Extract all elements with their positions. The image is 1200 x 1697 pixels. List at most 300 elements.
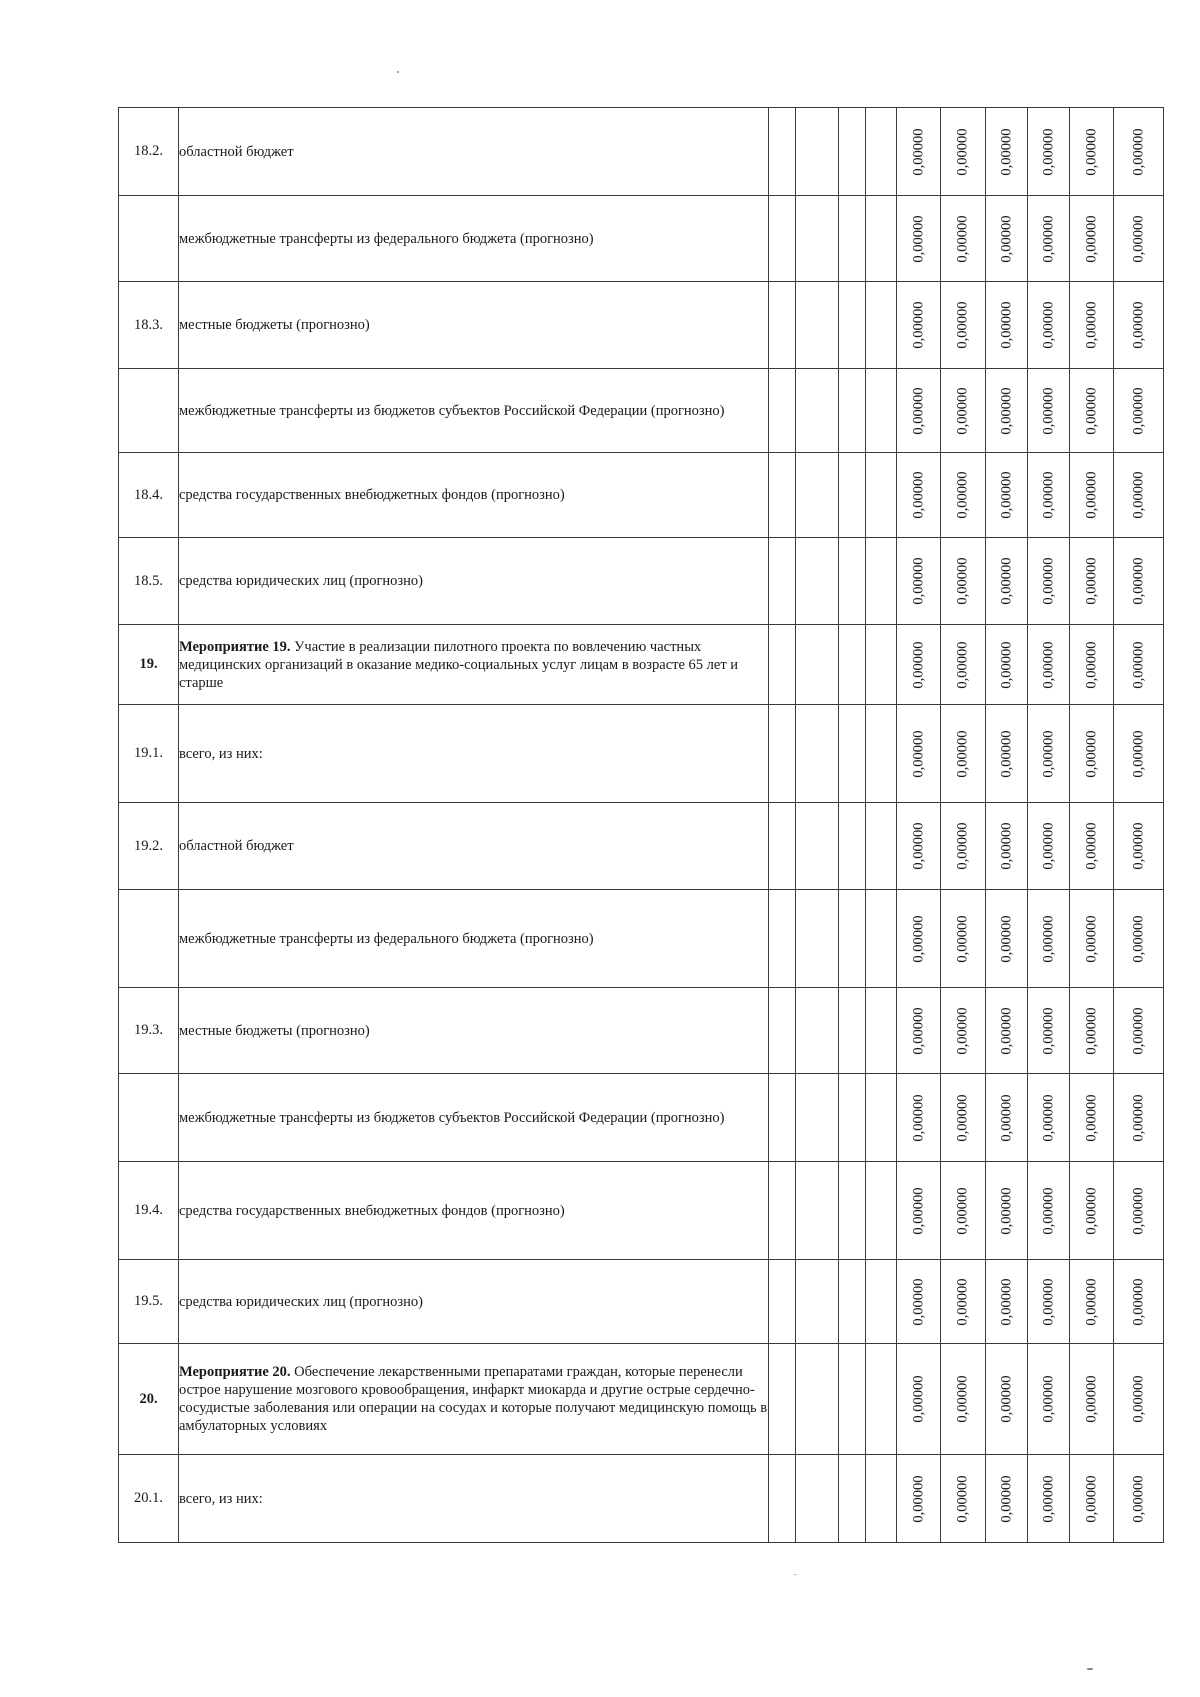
value-text: 0,00000 [910, 471, 926, 519]
table-row [119, 282, 1164, 369]
value-text: 0,00000 [1040, 1186, 1056, 1235]
empty-cell [839, 1074, 866, 1162]
scan-speck [794, 1574, 796, 1575]
value-text: 0,00000 [954, 214, 971, 263]
empty-cell [866, 1260, 897, 1344]
value-text: 0,00000 [1130, 729, 1146, 778]
empty-cell [769, 453, 796, 538]
value-text: 0,00000 [1040, 386, 1056, 435]
value-text: 0,00000 [910, 301, 926, 349]
value-cell [941, 1344, 986, 1455]
value-cell [941, 1455, 986, 1543]
empty-cell [796, 625, 839, 705]
empty-cell [796, 1344, 839, 1455]
value-text: 0,00000 [1083, 301, 1099, 349]
empty-cell [866, 1162, 897, 1260]
value-text: 0,00000 [1040, 1093, 1056, 1142]
empty-cell [796, 1455, 839, 1543]
value-cell [1070, 108, 1114, 196]
value-cell [1028, 538, 1070, 625]
scan-speck [397, 71, 399, 73]
table-row [119, 196, 1164, 282]
value-text: 0,00000 [1040, 822, 1056, 870]
value-text: 0,00000 [1083, 1375, 1099, 1423]
empty-cell [866, 196, 897, 282]
activity-title: Мероприятие 19. [179, 638, 291, 655]
empty-cell [769, 890, 796, 988]
table-row [119, 538, 1164, 625]
value-text: 0,00000 [1083, 557, 1099, 605]
value-text: 0,00000 [910, 1093, 926, 1142]
row-number [119, 1074, 179, 1162]
value-cell [986, 453, 1028, 538]
row-number: 18.5. [119, 538, 179, 625]
value-cell [941, 369, 986, 453]
value-cell [1028, 988, 1070, 1074]
value-text: 0,00000 [1083, 914, 1099, 963]
description-text: межбюджетные трансферты из федерального бюджета (прогнозно) [179, 230, 594, 247]
row-number: 19.4. [119, 1162, 179, 1260]
row-description [179, 1162, 769, 1260]
table-body [119, 108, 1164, 1543]
value-text: 0,00000 [1083, 471, 1099, 519]
empty-cell [769, 1455, 796, 1543]
empty-cell [839, 369, 866, 453]
empty-cell [866, 1344, 897, 1455]
description-text: средства юридических лиц (прогнозно) [179, 1293, 423, 1310]
value-text: 0,00000 [1083, 822, 1099, 870]
row-number: 19. [119, 625, 179, 705]
value-cell [1028, 705, 1070, 803]
value-text: 0,00000 [1130, 914, 1146, 963]
value-text: 0,00000 [954, 127, 971, 176]
value-cell [986, 282, 1028, 369]
value-text: 0,00000 [954, 386, 971, 435]
value-text: 0,00000 [1040, 640, 1056, 689]
value-text: 0,00000 [954, 471, 971, 519]
empty-cell [796, 453, 839, 538]
value-text: 0,00000 [954, 1375, 971, 1423]
value-cell [897, 196, 941, 282]
description-text: Обеспечение лекарственными препаратами граждан, которые перенесли острое нарушение мозгового кровообращения, инфаркт миокарда и другие острые сердечно-сосудистые заболевания или операции на сосудах и которые получают медицинскую помощь в амбулаторных условиях [179, 1364, 768, 1434]
value-text: 0,00000 [1130, 214, 1146, 263]
budget-table [118, 107, 1164, 1543]
value-cell [986, 705, 1028, 803]
value-text: 0,00000 [1130, 557, 1146, 605]
value-cell [941, 453, 986, 538]
value-text: 0,00000 [910, 1186, 926, 1235]
empty-cell [769, 108, 796, 196]
value-text: 0,00000 [1130, 471, 1146, 519]
table-row [119, 705, 1164, 803]
value-cell [1028, 369, 1070, 453]
empty-cell [796, 1260, 839, 1344]
row-description [179, 453, 769, 538]
row-description [179, 803, 769, 890]
value-text: 0,00000 [1130, 1474, 1146, 1523]
value-text: 0,00000 [954, 1474, 971, 1523]
empty-cell [866, 369, 897, 453]
table-row [119, 625, 1164, 705]
value-cell [941, 988, 986, 1074]
value-cell [1070, 196, 1114, 282]
value-text: 0,00000 [1083, 214, 1099, 263]
value-text: 0,00000 [1040, 914, 1056, 963]
value-cell [1114, 369, 1164, 453]
value-text: 0,00000 [998, 1006, 1014, 1055]
value-cell [897, 1260, 941, 1344]
row-description [179, 369, 769, 453]
empty-cell [839, 282, 866, 369]
value-cell [1114, 890, 1164, 988]
empty-cell [796, 890, 839, 988]
value-cell [1028, 803, 1070, 890]
table-row [119, 108, 1164, 196]
value-cell [986, 1162, 1028, 1260]
row-description [179, 1260, 769, 1344]
value-cell [1028, 1455, 1070, 1543]
value-cell [1070, 538, 1114, 625]
value-cell [941, 1074, 986, 1162]
table-row [119, 1162, 1164, 1260]
value-cell [986, 538, 1028, 625]
value-text: 0,00000 [1083, 1006, 1099, 1055]
description-text: местные бюджеты (прогнозно) [179, 317, 370, 333]
empty-cell [866, 890, 897, 988]
empty-cell [796, 1162, 839, 1260]
value-cell [1028, 1162, 1070, 1260]
value-cell [941, 108, 986, 196]
value-cell [1070, 282, 1114, 369]
value-text: 0,00000 [910, 729, 926, 778]
description-text: Участие в реализации пилотного проекта по вовлечению частных медицинских организаций в оказание медико-социальных услуг лицам в возрасте 65 лет и старше [179, 638, 739, 691]
row-number: 18.4. [119, 453, 179, 538]
row-description [179, 108, 769, 196]
empty-cell [866, 803, 897, 890]
value-text: 0,00000 [910, 557, 926, 605]
empty-cell [769, 1344, 796, 1455]
value-cell [986, 1344, 1028, 1455]
row-number [119, 196, 179, 282]
empty-cell [769, 1162, 796, 1260]
value-cell [1114, 1162, 1164, 1260]
value-text: 0,00000 [998, 127, 1014, 176]
value-text: 0,00000 [998, 822, 1014, 870]
row-number: 19.5. [119, 1260, 179, 1344]
value-cell [1028, 196, 1070, 282]
value-cell [1114, 705, 1164, 803]
row-number: 19.2. [119, 803, 179, 890]
empty-cell [866, 988, 897, 1074]
value-cell [1114, 282, 1164, 369]
value-cell [986, 625, 1028, 705]
value-text: 0,00000 [910, 214, 926, 263]
scan-speck [1087, 1668, 1093, 1670]
empty-cell [866, 453, 897, 538]
empty-cell [839, 1260, 866, 1344]
value-cell [897, 369, 941, 453]
value-cell [1114, 538, 1164, 625]
description-text: средства государственных внебюджетных фондов (прогнозно) [179, 487, 565, 503]
value-text: 0,00000 [998, 471, 1014, 519]
value-cell [1070, 1344, 1114, 1455]
value-cell [1114, 988, 1164, 1074]
row-description [179, 196, 769, 282]
value-cell [941, 890, 986, 988]
empty-cell [866, 1074, 897, 1162]
value-cell [1070, 369, 1114, 453]
value-cell [941, 803, 986, 890]
value-text: 0,00000 [1040, 127, 1056, 176]
empty-cell [839, 538, 866, 625]
value-text: 0,00000 [910, 640, 926, 689]
empty-cell [769, 705, 796, 803]
value-text: 0,00000 [954, 640, 971, 689]
empty-cell [866, 705, 897, 803]
empty-cell [769, 803, 796, 890]
table-row [119, 453, 1164, 538]
value-cell [1070, 890, 1114, 988]
value-text: 0,00000 [1040, 1277, 1056, 1326]
value-text: 0,00000 [1130, 1186, 1146, 1235]
value-cell [986, 196, 1028, 282]
value-cell [1070, 1074, 1114, 1162]
row-number: 18.3. [119, 282, 179, 369]
row-number [119, 890, 179, 988]
row-description [179, 538, 769, 625]
table-row [119, 803, 1164, 890]
value-cell [1114, 1344, 1164, 1455]
value-text: 0,00000 [910, 822, 926, 870]
row-description [179, 988, 769, 1074]
value-text: 0,00000 [910, 1277, 926, 1326]
value-cell [1070, 988, 1114, 1074]
row-number: 19.3. [119, 988, 179, 1074]
empty-cell [839, 453, 866, 538]
value-cell [986, 1260, 1028, 1344]
row-description [179, 1074, 769, 1162]
empty-cell [796, 803, 839, 890]
row-description [179, 890, 769, 988]
row-description [179, 1344, 769, 1455]
value-text: 0,00000 [998, 386, 1014, 435]
empty-cell [769, 988, 796, 1074]
empty-cell [839, 196, 866, 282]
value-text: 0,00000 [954, 729, 971, 778]
value-cell [1070, 1162, 1114, 1260]
value-cell [1114, 1455, 1164, 1543]
value-text: 0,00000 [998, 1474, 1014, 1523]
value-cell [941, 1162, 986, 1260]
empty-cell [866, 538, 897, 625]
value-cell [1028, 108, 1070, 196]
value-cell [1114, 1074, 1164, 1162]
empty-cell [769, 282, 796, 369]
value-text: 0,00000 [1083, 1277, 1099, 1326]
empty-cell [769, 196, 796, 282]
table-row [119, 1344, 1164, 1455]
value-cell [897, 803, 941, 890]
value-text: 0,00000 [998, 640, 1014, 689]
value-cell [1070, 705, 1114, 803]
value-cell [1070, 625, 1114, 705]
empty-cell [839, 705, 866, 803]
value-cell [1028, 890, 1070, 988]
value-text: 0,00000 [1040, 301, 1056, 349]
value-text: 0,00000 [998, 1375, 1014, 1423]
value-text: 0,00000 [954, 1277, 971, 1326]
description-text: межбюджетные трансферты из федерального бюджета (прогнозно) [179, 930, 594, 947]
empty-cell [839, 1344, 866, 1455]
table-row [119, 988, 1164, 1074]
value-cell [897, 988, 941, 1074]
value-cell [941, 705, 986, 803]
value-text: 0,00000 [998, 214, 1014, 263]
description-text: областной бюджет [179, 838, 294, 854]
value-cell [1070, 1260, 1114, 1344]
empty-cell [866, 1455, 897, 1543]
description-text: всего, из них: [179, 1490, 263, 1507]
value-cell [1028, 282, 1070, 369]
value-text: 0,00000 [1083, 386, 1099, 435]
value-cell [1070, 803, 1114, 890]
value-text: 0,00000 [1040, 1474, 1056, 1523]
value-text: 0,00000 [1130, 1375, 1146, 1423]
value-cell [897, 1162, 941, 1260]
empty-cell [866, 282, 897, 369]
value-text: 0,00000 [910, 914, 926, 963]
value-cell [941, 1260, 986, 1344]
empty-cell [769, 538, 796, 625]
value-text: 0,00000 [1040, 1375, 1056, 1423]
description-text: межбюджетные трансферты из бюджетов субъектов Российской Федерации (прогнозно) [179, 402, 725, 419]
row-description [179, 1455, 769, 1543]
value-cell [986, 369, 1028, 453]
value-text: 0,00000 [1040, 1006, 1056, 1055]
value-text: 0,00000 [954, 301, 971, 349]
value-cell [897, 282, 941, 369]
empty-cell [796, 196, 839, 282]
value-text: 0,00000 [1083, 1474, 1099, 1523]
row-number: 19.1. [119, 705, 179, 803]
value-cell [986, 803, 1028, 890]
value-cell [986, 988, 1028, 1074]
table-row [119, 1074, 1164, 1162]
value-text: 0,00000 [998, 914, 1014, 963]
value-cell [897, 453, 941, 538]
value-text: 0,00000 [954, 557, 971, 605]
value-cell [941, 625, 986, 705]
value-cell [1028, 1074, 1070, 1162]
row-description [179, 625, 769, 705]
value-text: 0,00000 [998, 557, 1014, 605]
value-text: 0,00000 [954, 1093, 971, 1142]
empty-cell [769, 369, 796, 453]
value-cell [897, 705, 941, 803]
value-text: 0,00000 [910, 127, 926, 176]
value-text: 0,00000 [1130, 386, 1146, 435]
value-cell [1070, 453, 1114, 538]
row-number: 20.1. [119, 1455, 179, 1543]
description-text: областной бюджет [179, 143, 294, 160]
empty-cell [769, 625, 796, 705]
value-cell [897, 538, 941, 625]
empty-cell [796, 282, 839, 369]
value-text: 0,00000 [1083, 1093, 1099, 1142]
value-cell [1028, 453, 1070, 538]
empty-cell [796, 1074, 839, 1162]
value-text: 0,00000 [998, 1093, 1014, 1142]
value-text: 0,00000 [1130, 127, 1146, 176]
empty-cell [839, 108, 866, 196]
value-cell [1114, 625, 1164, 705]
value-cell [1114, 108, 1164, 196]
table-row [119, 890, 1164, 988]
value-text: 0,00000 [954, 1006, 971, 1055]
value-cell [1114, 1260, 1164, 1344]
value-text: 0,00000 [954, 914, 971, 963]
value-cell [897, 890, 941, 988]
empty-cell [796, 988, 839, 1074]
description-text: межбюджетные трансферты из бюджетов субъектов Российской Федерации (прогнозно) [179, 1109, 725, 1126]
value-cell [1028, 1344, 1070, 1455]
empty-cell [769, 1074, 796, 1162]
value-text: 0,00000 [1130, 1277, 1146, 1326]
value-cell [986, 890, 1028, 988]
table-row [119, 1455, 1164, 1543]
description-text: местные бюджеты (прогнозно) [179, 1022, 370, 1039]
activity-title: Мероприятие 20. [179, 1364, 291, 1380]
value-text: 0,00000 [910, 1375, 926, 1423]
value-cell [1114, 803, 1164, 890]
row-description [179, 705, 769, 803]
description-text: всего, из них: [179, 745, 263, 762]
value-cell [986, 1074, 1028, 1162]
value-text: 0,00000 [1130, 301, 1146, 349]
empty-cell [866, 625, 897, 705]
value-cell [1114, 196, 1164, 282]
value-text: 0,00000 [910, 386, 926, 435]
empty-cell [839, 1455, 866, 1543]
value-text: 0,00000 [998, 729, 1014, 778]
empty-cell [839, 988, 866, 1074]
value-cell [897, 108, 941, 196]
value-text: 0,00000 [998, 301, 1014, 349]
empty-cell [866, 108, 897, 196]
value-text: 0,00000 [954, 1186, 971, 1235]
empty-cell [839, 890, 866, 988]
description-text: средства юридических лиц (прогнозно) [179, 573, 423, 589]
value-cell [1114, 453, 1164, 538]
value-text: 0,00000 [1130, 640, 1146, 689]
value-text: 0,00000 [1040, 214, 1056, 263]
value-text: 0,00000 [1130, 1093, 1146, 1142]
empty-cell [796, 108, 839, 196]
empty-cell [839, 1162, 866, 1260]
value-text: 0,00000 [1130, 1006, 1146, 1055]
value-cell [897, 1344, 941, 1455]
value-text: 0,00000 [910, 1474, 926, 1523]
value-text: 0,00000 [1040, 557, 1056, 605]
value-cell [1028, 625, 1070, 705]
value-text: 0,00000 [1083, 1186, 1099, 1235]
value-text: 0,00000 [1040, 471, 1056, 519]
empty-cell [769, 1260, 796, 1344]
empty-cell [796, 369, 839, 453]
value-cell [1028, 1260, 1070, 1344]
value-cell [897, 1074, 941, 1162]
value-cell [941, 196, 986, 282]
